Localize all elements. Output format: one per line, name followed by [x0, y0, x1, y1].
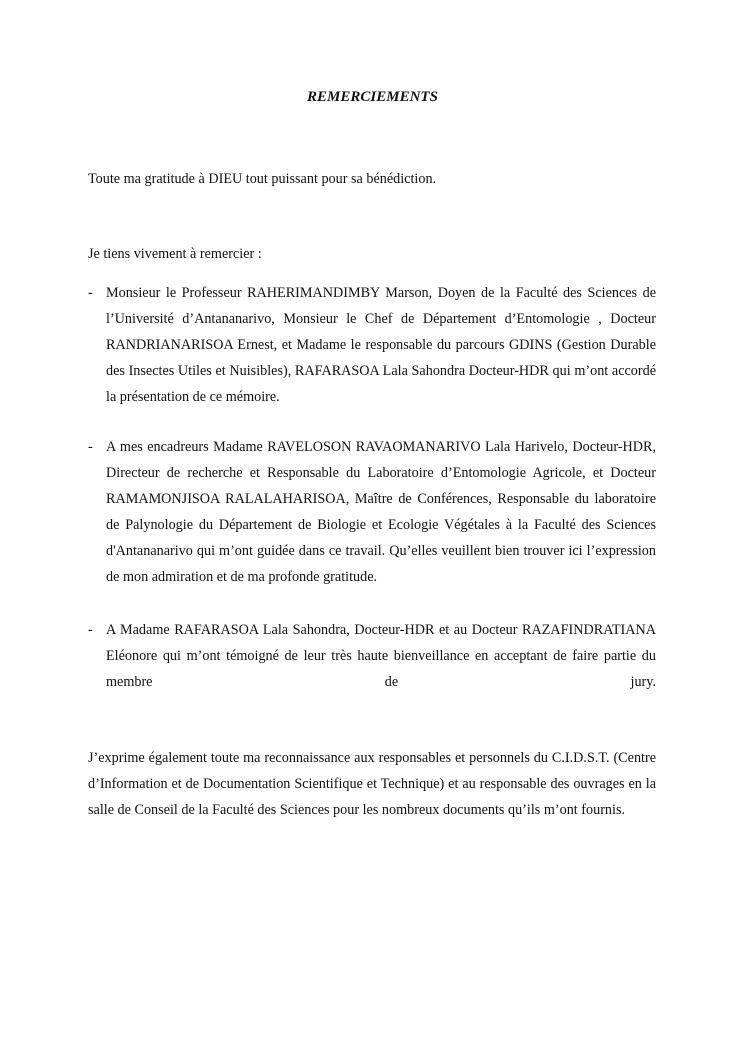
list-item	[88, 280, 656, 410]
intro-paragraph: Je tiens vivement à remercier :	[88, 246, 262, 262]
list-bullet: -	[88, 622, 93, 638]
list-item-text: A Madame RAFARASOA Lala Sahondra, Docteur-HDR et au Docteur RAZAFINDRATIANA Eléonore qui m’ont témoigné de leur très haute bienveillance en acceptant de faire partie du membre de jury.	[106, 622, 656, 690]
list-item-text: A mes encadreurs Madame RAVELOSON RAVAOMANARIVO Lala Harivelo, Docteur-HDR, Directeur de recherche et Responsable du Laboratoire d’Entomologie Agricole, et Docteur RAMAMONJISOA RALALAHARISOA, Maître de Conférences, Responsable du laboratoire de Palynologie du Département de Biologie et Ecologie Végétales à la Faculté des Sciences d'Antananarivo qui m’ont guidée dans ce travail. Qu’elles veuillent bien trouver ici l’expression de mon admiration et de ma profonde gratitude.	[106, 439, 656, 585]
list-item	[88, 617, 656, 695]
list-item-text: Monsieur le Professeur RAHERIMANDIMBY Marson, Doyen de la Faculté des Sciences de l’Université d’Antananarivo, Monsieur le Chef de Département d’Entomologie , Docteur RANDRIANARISOA Ernest, et Madame le responsable du parcours GDINS (Gestion Durable des Insectes Utiles et Nuisibles), RAFARASOA Lala Sahondra Docteur-HDR qui m’ont accordé la présentation de ce mémoire.	[106, 285, 656, 405]
closing-paragraph: J’exprime également toute ma reconnaissance aux responsables et personnels du C.I.D.S.T. (Centre d’Information et de Documentation Scientifique et Technique) et au responsable des ouvrages en la salle de Conseil de la Faculté des Sciences pour les nombreux documents qu’ils m’ont fournis.	[88, 750, 656, 818]
page-title: REMERCIEMENTS	[307, 89, 438, 105]
gratitude-paragraph: Toute ma gratitude à DIEU tout puissant pour sa bénédiction.	[88, 171, 437, 187]
list-bullet: -	[88, 285, 93, 301]
list-item	[88, 434, 656, 590]
list-bullet: -	[88, 439, 93, 455]
